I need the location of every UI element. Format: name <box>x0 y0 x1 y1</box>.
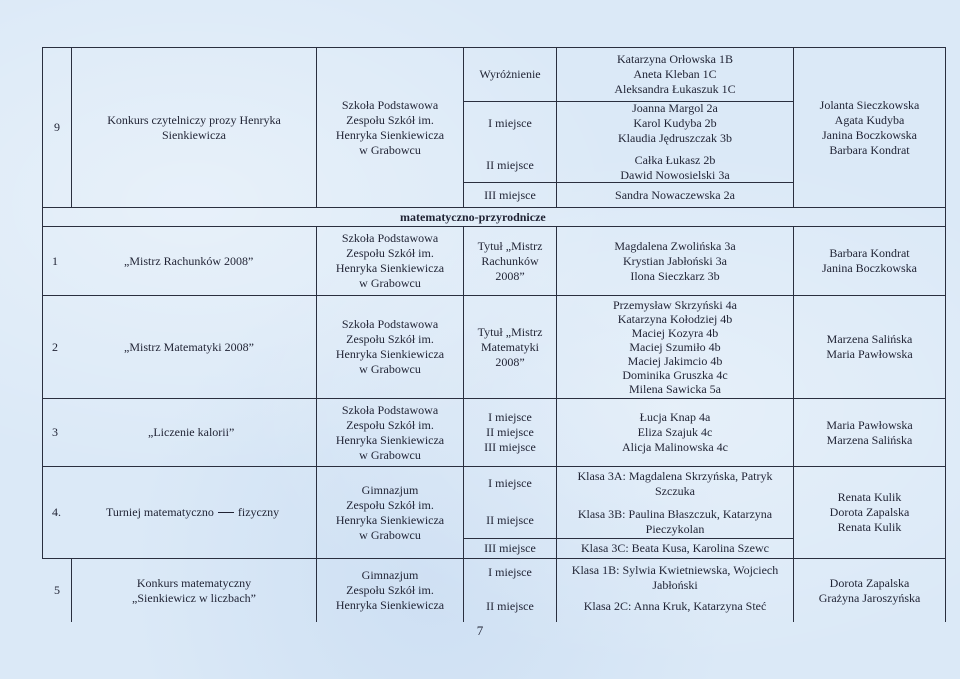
text-line: Milena Sawicka 5a <box>629 382 721 396</box>
text-line: Matematyki <box>481 339 539 354</box>
text-line: Joanna Margol 2a <box>632 101 718 115</box>
text-line: Klasa 3A: Magdalena Skrzyńska, Patryk <box>577 468 773 483</box>
text-line: Szkoła Podstawowa <box>341 231 439 245</box>
text-line: Karol Kudyba 2b <box>633 116 717 130</box>
text-line: Renata Kulik <box>837 490 902 504</box>
row9-place12-names <box>557 102 793 182</box>
text-line: Zespołu Szkół im. <box>346 497 434 512</box>
dash-separator <box>218 512 234 513</box>
text-line: Zespołu Szkół im. <box>346 332 434 346</box>
text-line: Zespołu Szkół im. <box>346 112 434 127</box>
text-line: Krystian Jabłoński 3a <box>623 253 727 268</box>
row4-place1-label: I miejsce <box>488 476 532 490</box>
row5-place1-names <box>557 563 793 593</box>
row1-contest-name: 1 „Mistrz Rachunków 2008” <box>52 253 254 268</box>
text-line: II miejsce <box>486 425 534 439</box>
text-line: Eliza Szajuk 4c <box>637 425 713 439</box>
text-line: Janina Boczkowska <box>822 261 917 275</box>
text-line: Henryka Sienkiewicza <box>335 261 445 275</box>
text-line: I miejsce <box>488 410 532 424</box>
text-line: Gimnazjum <box>361 482 419 497</box>
text-line: Klasa 1B: Sylwia Kwietniewska, Wojciech <box>571 563 779 577</box>
text-line: Henryka Sienkiewicza <box>335 127 445 142</box>
row4-place12-names <box>557 467 793 538</box>
row1-number: 1 <box>52 253 58 268</box>
text-line: Alicja Malinowska 4c <box>622 440 728 454</box>
row2-result <box>464 296 556 398</box>
row2-contest-name: 2 „Mistrz Matematyki 2008” <box>52 339 254 354</box>
text-line: Szkoła Podstawowa <box>341 402 439 417</box>
text-line: Barbara Kondrat <box>829 142 910 157</box>
row9-teachers <box>794 48 945 207</box>
row5-contest-name <box>72 559 316 622</box>
text-line: Zespołu Szkół im. <box>346 583 434 597</box>
text-line: Gimnazjum <box>361 568 419 582</box>
row1-organizer <box>317 227 463 295</box>
text-line: Szkoła Podstawowa <box>341 97 439 112</box>
row1-result <box>464 227 556 295</box>
text-line: Katarzyna Orłowska 1B <box>617 52 733 66</box>
text-line: Rachunków <box>481 253 539 268</box>
text-line: „Sienkiewicz w liczbach” <box>132 590 256 605</box>
text-line: Klasa 3B: Paulina Błaszczuk, Katarzyna <box>577 506 773 521</box>
text-line: Przemysław Skrzyński 4a <box>613 298 737 312</box>
text-line: Aneta Kleban 1C <box>633 67 717 81</box>
row1-names <box>557 227 793 295</box>
text-line: Dorota Zapalska <box>829 575 910 590</box>
text-line: Tytuł „Mistrz <box>477 324 543 339</box>
text-line: Henryka Sienkiewicza <box>335 512 445 527</box>
text-line: Całka Łukasz 2b <box>634 153 716 167</box>
row9-organizer <box>317 48 463 207</box>
row5-organizer <box>317 559 463 622</box>
text-line: 2008” <box>495 268 525 283</box>
text-line: Grażyna Jaroszyńska <box>818 590 921 605</box>
row9-place2-label: II miejsce <box>486 158 534 172</box>
row9-place1-label: I miejsce <box>488 116 532 130</box>
text-line: Maria Pawłowska <box>826 417 913 432</box>
text-line: Henryka Sienkiewicza <box>335 598 445 612</box>
row5-place2-names: Klasa 2C: Anna Kruk, Katarzyna Steć <box>583 599 767 613</box>
text-line: Jolanta Sieczkowska <box>819 97 920 112</box>
row5-number: 5 <box>54 583 60 597</box>
row4-place3-names: Klasa 3C: Beata Kusa, Karolina Szewc <box>581 541 769 555</box>
row2-organizer <box>317 296 463 398</box>
text-line: Marzena Salińska <box>826 432 913 447</box>
text-line: w Grabowcu <box>359 447 421 462</box>
row5-teachers <box>794 559 945 622</box>
row9-distinction-names <box>557 48 793 101</box>
text-line: Maciej Szumiło 4b <box>629 340 721 354</box>
text-line: Maciej Jakimcio 4b <box>627 354 723 368</box>
text-line: Konkurs matematyczny <box>136 575 252 590</box>
row2-number: 2 <box>52 339 58 354</box>
text-line: Katarzyna Kołodziej 4b <box>617 312 733 326</box>
row4-teachers <box>794 467 945 558</box>
text-line: III miejsce <box>484 440 536 454</box>
row4-number: 4. <box>52 505 61 519</box>
section-header: matematyczno-przyrodnicze <box>400 209 546 224</box>
row4-organizer <box>317 467 463 558</box>
text-line: Klaudia Jędruszczak 3b <box>618 131 732 145</box>
row5-place1-label: I miejsce <box>488 565 532 579</box>
row2-teachers <box>794 296 945 398</box>
text-line: w Grabowcu <box>359 362 421 376</box>
text-line: Maciej Kozyra 4b <box>631 326 719 340</box>
row4-place2-label: II miejsce <box>486 513 534 527</box>
text-line: Tytuł „Mistrz <box>477 238 543 253</box>
row4-contest-name: 4. Turniej matematyczno fizyczny <box>52 505 280 519</box>
row1-teachers <box>794 227 945 295</box>
text-line: Henryka Sienkiewicza <box>335 347 445 361</box>
text-line: Henryka Sienkiewicza <box>335 432 445 447</box>
row4-place3-label: III miejsce <box>484 541 536 555</box>
row3-teachers <box>794 399 945 466</box>
text-line: Zespołu Szkół im. <box>346 417 434 432</box>
text-line: Janina Boczkowska <box>822 127 917 142</box>
text-line: Magdalena Zwolińska 3a <box>614 238 736 253</box>
text-line: Dominika Gruszka 4c <box>622 368 728 382</box>
text-line: Dorota Zapalska <box>829 505 910 519</box>
text-line: Marzena Salińska <box>826 332 913 346</box>
text-line: Dawid Nowosielski 3a <box>620 168 730 182</box>
text-line: w Grabowcu <box>359 276 421 290</box>
page-number: 7 <box>476 622 484 638</box>
text-line: 2008” <box>495 354 525 369</box>
text-line: Zespołu Szkół im. <box>346 246 434 260</box>
row3-organizer <box>317 399 463 466</box>
text-line: Pieczykolan <box>645 521 705 536</box>
row3-contest-name: 3 „Liczenie kalorii” <box>52 425 235 439</box>
row9-place3-label: III miejsce <box>484 187 536 202</box>
text-line: Szkoła Podstawowa <box>341 317 439 331</box>
text-line: w Grabowcu <box>359 527 421 542</box>
row9-place3-names: Sandra Nowaczewska 2a <box>615 187 735 202</box>
text-line: Konkurs czytelniczy prozy Henryka <box>107 112 281 127</box>
row9-distinction-label: Wyróżnienie <box>479 67 541 81</box>
text-line: Ilona Sieczkarz 3b <box>630 268 720 283</box>
text-line: Łucja Knap 4a <box>639 410 711 424</box>
text-line: Sienkiewicza <box>162 127 226 142</box>
row3-result <box>464 399 556 466</box>
text-line: Agata Kudyba <box>834 112 905 127</box>
text-line: Aleksandra Łukaszuk 1C <box>614 82 736 96</box>
text-line: Barbara Kondrat <box>829 246 910 260</box>
row9-contest-name <box>72 48 316 207</box>
row5-place2-label: II miejsce <box>486 599 534 613</box>
row3-number: 3 <box>52 425 58 439</box>
grid-line <box>945 47 946 622</box>
text-line: Jabłoński <box>652 578 698 592</box>
row2-names <box>557 296 793 398</box>
row3-names <box>557 399 793 466</box>
text-line: Maria Pawłowska <box>826 347 913 361</box>
text-line: Szczuka <box>655 483 695 498</box>
row9-number: 9 <box>54 120 60 134</box>
text-line: w Grabowcu <box>359 142 421 157</box>
text-line: Renata Kulik <box>837 520 902 534</box>
